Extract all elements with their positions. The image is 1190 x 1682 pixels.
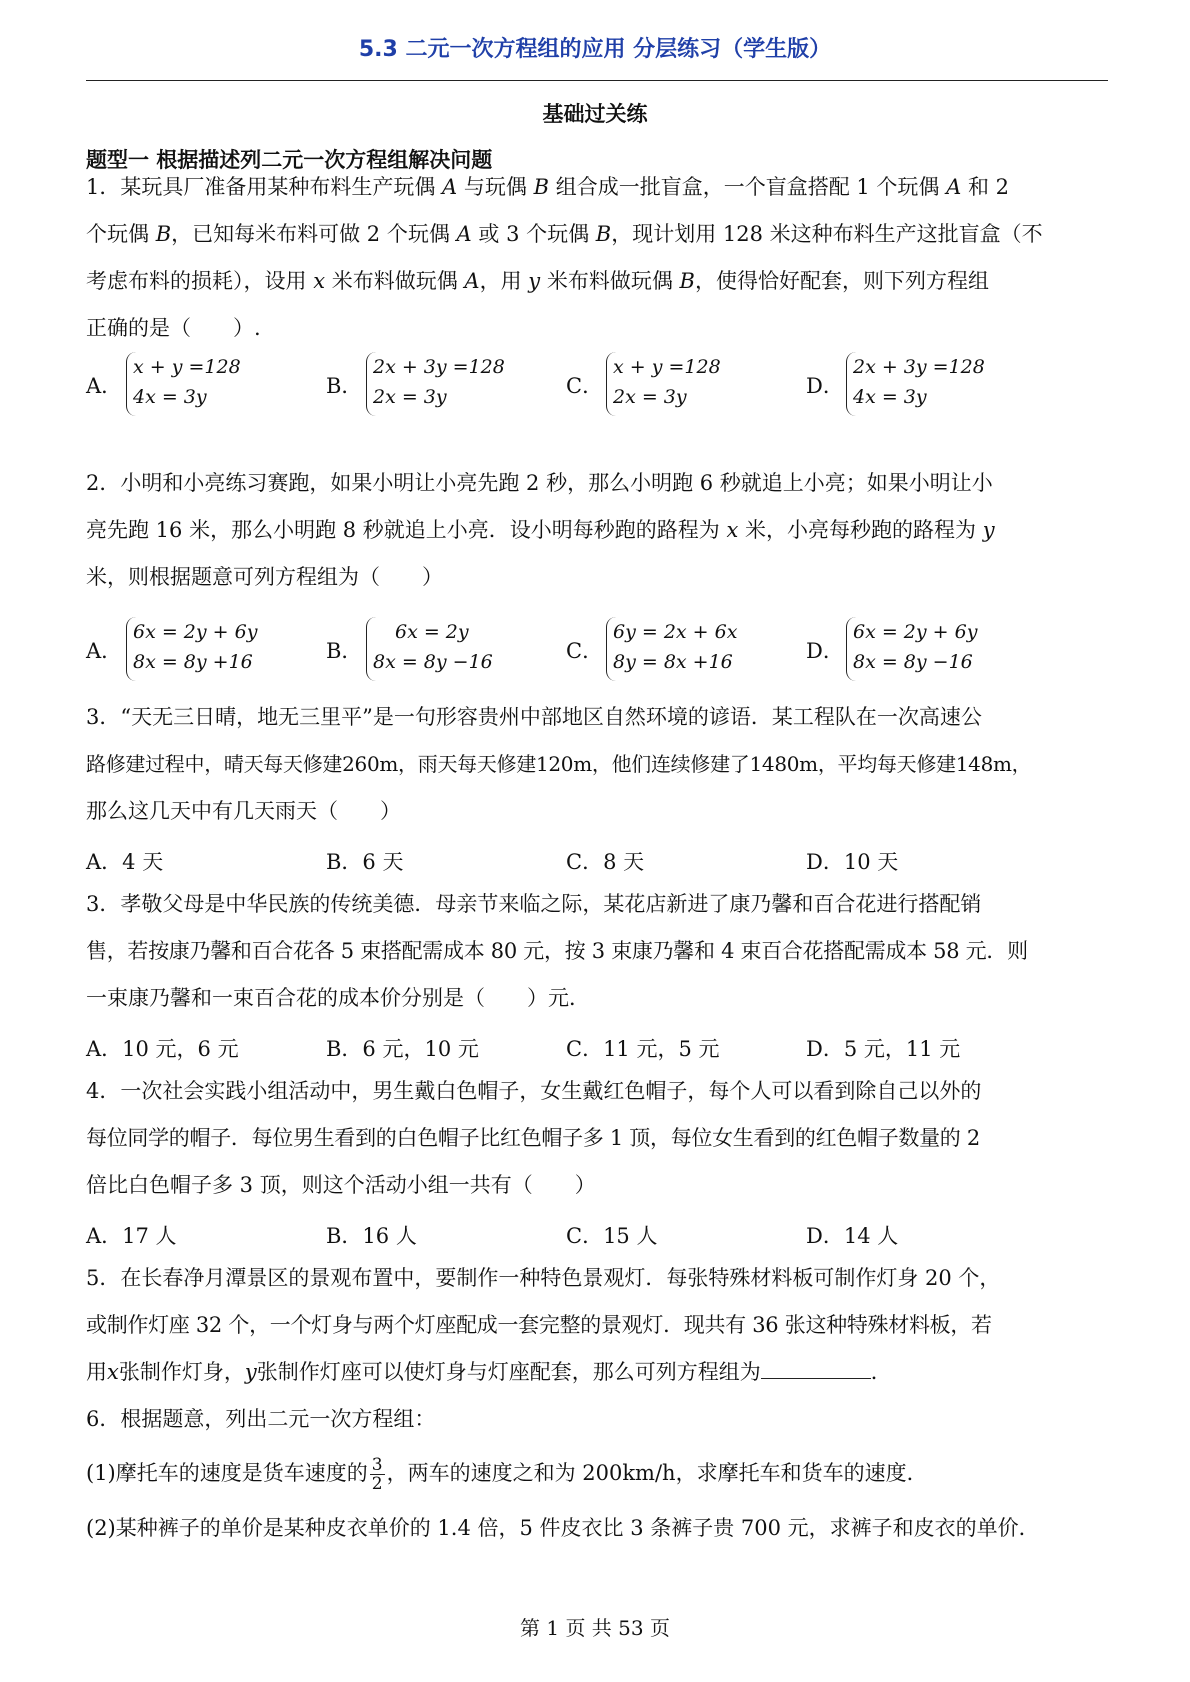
question-1-options: A． x + y =128 4x = 3y B． 2x + 3y =128 2x = 3y C． x + y =128 2x = 3y D． 2x + 3y =128 4x = 3y (86, 352, 1110, 418)
question-4-options (86, 1220, 1110, 1260)
question-3a-line-1: 3．“天无三日晴，地无三里平”是一句形容贵州中部地区自然环境的谚语．某工程队在一次高速公 (86, 705, 982, 729)
option-d[interactable]: D．10 天 (806, 850, 899, 874)
question-3b-line-1: 3．孝敬父母是中华民族的传统美德．母亲节来临之际，某花店新进了康乃馨和百合花进行搭配销 (86, 892, 982, 916)
option-c[interactable]: C．8 天 (566, 850, 645, 874)
question-4-line-3: 倍比白色帽子多 3 顶，则这个活动小组一共有（ ） (86, 1173, 596, 1197)
option-a[interactable]: A．4 天 (86, 850, 164, 874)
question-3b-options (86, 1033, 1110, 1073)
option-b[interactable]: B．6 天 (326, 850, 404, 874)
question-6-line-1: 6．根据题意，列出二元一次方程组： (86, 1407, 436, 1431)
question-1-line-2: 个玩偶 B，已知每米布料可做 2 个玩偶 A 或 3 个玩偶 B，现计划用 128 米这种布料生产这批盲盒（不 (86, 222, 1043, 246)
section-title: 基础过关练 (542, 102, 648, 126)
header-divider (86, 80, 1108, 81)
question-2-line-2: 亮先跑 16 米，那么小明跑 8 秒就追上小亮．设小明每秒跑的路程为 x 米，小亮每秒跑的路程为 y (86, 518, 995, 542)
option-d[interactable]: D．5 元，11 元 (806, 1037, 961, 1061)
question-2 (86, 460, 1110, 601)
question-5-line-2: 或制作灯座 32 个，一个灯身与两个灯座配成一套完整的景观灯．现共有 36 张这种特殊材料板，若 (86, 1313, 992, 1337)
question-3a (86, 694, 1110, 835)
question-2-line-3: 米，则根据题意可列方程组为（ ） (86, 565, 443, 589)
question-6-part-2: (2)某种裤子的单价是某种皮衣单价的 1.4 倍，5 件皮衣比 3 条裤子贵 700 元，求裤子和皮衣的单价． (86, 1516, 1040, 1540)
question-5-line-1: 5．在长春净月潭景区的景观布置中，要制作一种特色景观灯．每张特殊材料板可制作灯身 20 个， (86, 1266, 1001, 1290)
question-3b-line-3: 一束康乃馨和一束百合花的成本价分别是（ ）元． (86, 986, 590, 1010)
question-3a-line-3: 那么这几天中有几天雨天（ ） (86, 799, 401, 823)
page-number-footer: 第 1 页 共 53 页 (520, 1616, 670, 1640)
question-4-line-1: 4．一次社会实践小组活动中，男生戴白色帽子，女生戴红色帽子，每个人可以看到除自己以外的 (86, 1079, 982, 1103)
option-c[interactable]: C．15 人 (566, 1224, 658, 1248)
question-1-line-1: 1．某玩具厂准备用某种布料生产玩偶 A 与玩偶 B 组合成一批盲盒，一个盲盒搭配 1 个玩偶 A 和 2 (86, 175, 1010, 199)
question-6-part-1: (1)摩托车的速度是货车速度的 $\frac{3}{2}$ ，两车的速度之和为 200km/h，求摩托车和货车的速度． (86, 1455, 928, 1494)
question-4-line-2: 每位同学的帽子．每位男生看到的白色帽子比红色帽子多 1 顶，每位女生看到的红色帽子数量的 2 (86, 1126, 980, 1150)
question-1 (86, 164, 1110, 352)
page-header-title: 5.3 二元一次方程组的应用 分层练习（学生版） (358, 37, 832, 62)
question-2-line-1: 2．小明和小亮练习赛跑，如果小明让小亮先跑 2 秒，那么小明跑 6 秒就追上小亮；如果小明让小 (86, 471, 993, 495)
option-a[interactable]: A．17 人 (86, 1224, 177, 1248)
question-type-title: 题型一 根据描述列二元一次方程组解决问题 (86, 148, 493, 172)
question-3a-options (86, 846, 1110, 886)
question-3b-line-2: 售，若按康乃馨和百合花各 5 束搭配需成本 80 元，按 3 束康乃馨和 4 束百合花搭配需成本 58 元．则 (86, 939, 1028, 963)
question-3b (86, 881, 1110, 1022)
option-a[interactable]: A．10 元，6 元 (86, 1037, 239, 1061)
question-5 (86, 1255, 1110, 1396)
fraction-three-halves: $\frac{3}{2}$ (371, 1455, 383, 1494)
question-5-line-3: 用x张制作灯身，y张制作灯座可以使灯身与灯座配套，那么可列方程组为 ． (86, 1360, 892, 1384)
question-6 (86, 1396, 1110, 1443)
option-c[interactable]: C．11 元，5 元 (566, 1037, 720, 1061)
option-d[interactable]: D．14 人 (806, 1224, 899, 1248)
question-2-options: A． 6x = 2y + 6y 8x = 8y +16 B． 6x = 2y 8x = 8y −16 C． 6y = 2x + 6x 8y = 8x +16 D． 6x = 2y + 6y 8x = 8y −16 (86, 617, 1110, 683)
question-1-line-4: 正确的是（ ）. (86, 316, 261, 340)
answer-blank[interactable] (761, 1358, 871, 1379)
question-1-line-3: 考虑布料的损耗），设用 x 米布料做玩偶 A，用 y 米布料做玩偶 B，使得恰好配套，则下列方程组 (86, 269, 989, 293)
option-b[interactable]: B．16 人 (326, 1224, 417, 1248)
question-4 (86, 1068, 1110, 1209)
question-3a-line-2: 路修建过程中，晴天每天修建260m，雨天每天修建120m，他们连续修建了1480m，平均每天修建148m， (86, 752, 1032, 776)
option-b[interactable]: B．6 元，10 元 (326, 1037, 479, 1061)
